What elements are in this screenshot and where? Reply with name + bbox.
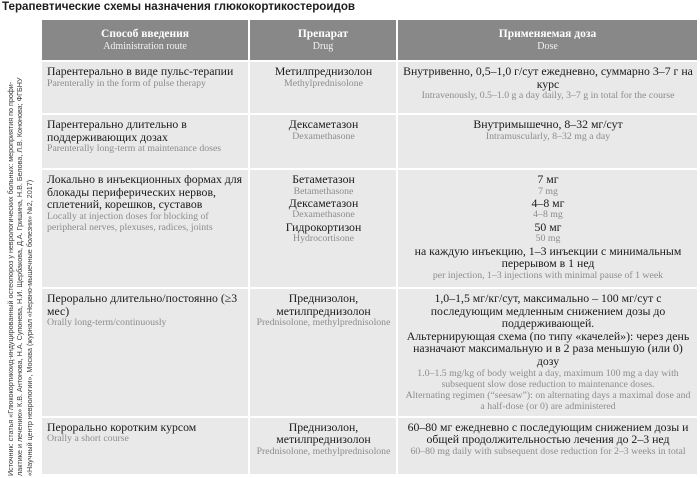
header-dose: Применяемая доза Dose: [398, 20, 699, 62]
source-note-line: лактике и лечению» К.В. Антонова, Н.А. Супонева, Н.И. Щербакова, Д.А. Гришина, Н.В. Белова, Л.В. Кононова; ФГБНУ: [15, 77, 25, 476]
table-row: [42, 115, 699, 170]
therapy-table: [42, 20, 699, 476]
source-note: [0, 20, 40, 478]
drug-cell: Преднизолон, метилпреднизолон Prednisolone, methylprednisolone: [250, 418, 398, 476]
page-title: Терапевтические схемы назначения глюкокортикостероидов: [2, 0, 356, 13]
route-cell: Перорально коротким курсом Orally a short course: [42, 418, 250, 476]
drug-cell: Бетаметазон Betamethasone Дексаметазон Dexamethasone Гидрокортизон Hydrocortisone: [250, 170, 398, 289]
drug-cell: Преднизолон, метилпреднизолон Prednisolone, methylprednisolone: [250, 289, 398, 418]
dose-cell: 60–80 мг ежедневно с последующим снижением дозы и общей продолжительностью лечения до 2–3 нед 60–80 mg daily with subsequent dose reduction for 2–3 weeks in total: [398, 418, 699, 476]
header-route: Способ введения Administration route: [42, 20, 250, 62]
table-header-row: [42, 20, 699, 62]
drug-cell: Дексаметазон Dexamethasone: [250, 115, 398, 170]
table-row: [42, 418, 699, 476]
header-drug: Препарат Drug: [250, 20, 398, 62]
table-row: [42, 289, 699, 418]
route-cell: Парентерально длительно в поддерживающих дозах Parenterally long-term at maintenance doses: [42, 115, 250, 170]
route-cell: Перорально длительно/постоянно (≥3 мес) Orally long-term/continuously: [42, 289, 250, 418]
table-row: [42, 170, 699, 289]
drug-cell: Метилпреднизолон Methylprednisolone: [250, 62, 398, 115]
route-cell: Парентерально в виде пульс-терапии Parenterally in the form of pulse therapy: [42, 62, 250, 115]
dose-cell: Внутривенно, 0,5–1,0 г/сут ежедневно, суммарно 3–7 г на курс Intravenously, 0.5–1.0 g a day daily, 3–7 g in total for the course: [398, 62, 699, 115]
source-note-line: Источник: статья «Глюкокортикоид-индуцированный остеопороз у неврологических больных: мероприятия по профи-: [5, 81, 15, 476]
dose-cell: 7 мг 7 mg 4–8 мг 4–8 mg 50 мг 50 mg на каждую инъекцию, 1–3 инъекции с минимальным перерывом в 1 нед per injection, 1–3 injections with minimal pause of 1 week: [398, 170, 699, 289]
route-cell: Локально в инъекционных формах для блокады периферических нервов, сплетений, корешков, суставов Locally at injection doses for blocking of peripheral nerves, plexuses, radices, joints: [42, 170, 250, 289]
dose-cell: Внутримышечно, 8–32 мг/сут Intramuscularly, 8–32 mg a day: [398, 115, 699, 170]
dose-cell: 1,0–1,5 мг/кг/сут, максимально – 100 мг/сут с последующим медленным снижением дозы до поддерживающей. Альтернирующая схема (по типу «качелей»): через день назначают максимальную и в 2 раза меньшую (или 0) дозу 1.0–1.5 mg/kg of body weight a day, maximum 100 mg a day with subsequent slow dose reduction to maintenance doses. Alternating regimen (“seesaw”): on alternating days a maximal dose and a half-dose (or 0) are administered: [398, 289, 699, 418]
table-row: [42, 62, 699, 115]
source-note-line: «Научный центр неврологии», Москва (журнал «Нервно-мышечные болезни» №2, 2017): [24, 179, 34, 476]
